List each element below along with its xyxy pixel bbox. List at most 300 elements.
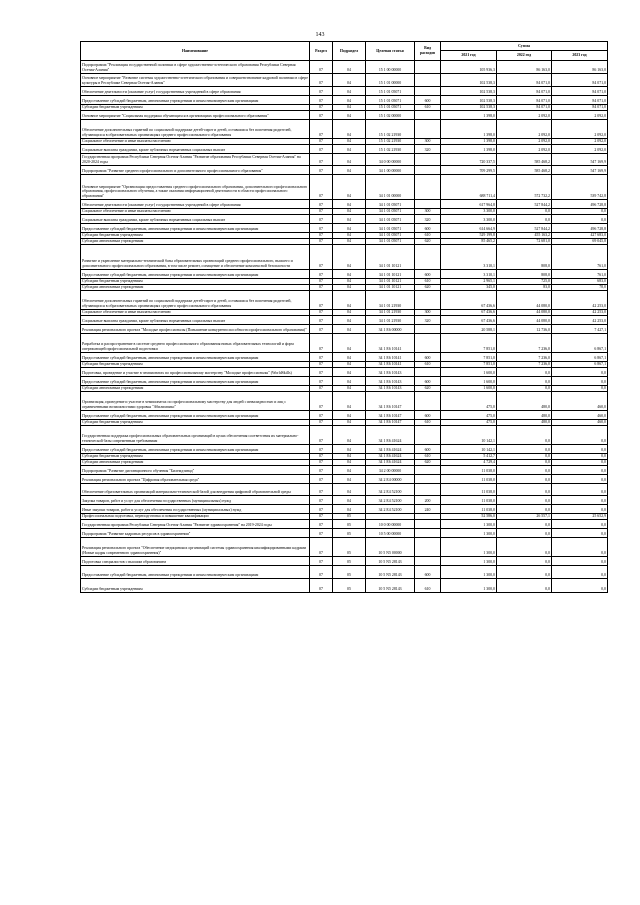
target-article-cell: 10 5 N5 00000 — [366, 538, 415, 557]
expense-type-cell: 610 — [415, 279, 441, 285]
amount-2023-cell: 2 092,0 — [552, 145, 608, 154]
subsection-cell: 04 — [333, 316, 366, 325]
subsection-cell: 04 — [333, 175, 366, 200]
section-cell: 07 — [310, 505, 333, 514]
subsection-cell: 05 — [333, 520, 366, 529]
section-cell: 07 — [310, 475, 333, 484]
table-row — [81, 120, 608, 139]
amount-2021-cell: 529 199,8 — [441, 233, 497, 239]
amount-2022-cell: 44 080,0 — [497, 291, 552, 310]
amount-2022-cell: 0,0 — [497, 538, 552, 557]
amount-2022-cell: 84 071,0 — [497, 87, 552, 96]
target-article-cell: 34 1 01 21930 — [366, 310, 415, 316]
expense-type-cell: 610 — [415, 579, 441, 593]
section-cell: 07 — [310, 105, 333, 111]
section-cell: 07 — [310, 368, 333, 377]
subsection-cell: 04 — [333, 279, 366, 285]
subsection-cell: 04 — [333, 334, 366, 353]
section-cell: 07 — [310, 411, 333, 420]
expense-type-cell — [415, 154, 441, 166]
table-row — [81, 377, 608, 386]
table-row — [81, 520, 608, 529]
amount-2022-cell: 0,0 — [497, 426, 552, 445]
table-row — [81, 74, 608, 87]
table-row — [81, 368, 608, 377]
expense-type-cell — [415, 529, 441, 538]
section-cell: 07 — [310, 270, 333, 279]
amount-2021-cell: 11 038,0 — [441, 484, 497, 496]
target-article-cell: 34 1 01 21930 — [366, 316, 415, 325]
amount-2022-cell: 0,0 — [497, 215, 552, 224]
amount-2023-cell: 0,0 — [552, 215, 608, 224]
amount-2022-cell: 0,0 — [497, 529, 552, 538]
target-article-cell: 10 5 00 00000 — [366, 529, 415, 538]
row-name-cell: Субсидии бюджетным учреждениям — [81, 420, 310, 426]
amount-2023-cell: 761,0 — [552, 270, 608, 279]
expense-type-cell — [415, 520, 441, 529]
amount-2023-cell: 460,0 — [552, 392, 608, 411]
row-name-cell: Подготовка специалистов с высшим образованием — [81, 557, 310, 566]
row-name-cell: Социальное обеспечение и иные выплаты населению — [81, 139, 310, 145]
expense-type-cell — [415, 392, 441, 411]
subsection-cell: 04 — [333, 233, 366, 239]
expense-type-cell: 320 — [415, 145, 441, 154]
target-article-cell: 34 1 E6 41624 — [366, 426, 415, 445]
table-row — [81, 87, 608, 96]
table-row — [81, 445, 608, 454]
target-article-cell: 10 5 N5 28143 — [366, 557, 415, 566]
subsection-cell: 04 — [333, 224, 366, 233]
expense-type-cell — [415, 466, 441, 475]
row-name-cell: Предоставление субсидий бюджетным, автономным учреждениям и иным некоммерческим организациям — [81, 377, 310, 386]
amount-2022-cell: 0,0 — [497, 377, 552, 386]
row-name-cell: Основное мероприятие "Развитие системы художественно-эстетического образования и совершенствование кадровой политики в сфере культуры в Республике Северная Осетия-Алания" — [81, 74, 310, 87]
expense-type-cell — [415, 61, 441, 74]
subsection-cell: 05 — [333, 514, 366, 520]
section-cell: 07 — [310, 392, 333, 411]
amount-2022-cell: 527 844,2 — [497, 224, 552, 233]
amount-2022-cell: 808,0 — [497, 245, 552, 270]
amount-2023-cell: 6 867,1 — [552, 334, 608, 353]
target-article-cell: 34 1 E6 10141 — [366, 362, 415, 368]
target-article-cell: 15 1 02 00000 — [366, 111, 415, 120]
target-article-cell: 34 1 01 05071 — [366, 224, 415, 233]
section-cell: 07 — [310, 291, 333, 310]
expense-type-cell — [415, 120, 441, 139]
row-name-cell: Предоставление субсидий бюджетным, автономным учреждениям и иным некоммерческим организациям — [81, 411, 310, 420]
row-name-cell: Закупка товаров, работ и услуг для обеспечения государственных (муниципальных) нужд — [81, 496, 310, 505]
amount-2023-cell: 0,0 — [552, 466, 608, 475]
table-row — [81, 496, 608, 505]
row-name-cell: Основное мероприятие "Организация предоставления среднего профессионального образования, дополнительного профессионального образования, профессионального обучения, а также оказания информационной деятельности в области профессионального образования" — [81, 175, 310, 200]
row-name-cell: Подпрограмма "Реализация государственной политики в сфере художественно-эстетического образования Республики Северная Осетия-Алания" — [81, 61, 310, 74]
amount-2021-cell: 67 436,6 — [441, 316, 497, 325]
section-cell: 07 — [310, 445, 333, 454]
amount-2021-cell: 1 600,0 — [441, 386, 497, 392]
amount-2022-cell: 0,0 — [497, 466, 552, 475]
amount-2021-cell: 11 038,0 — [441, 475, 497, 484]
expense-type-cell: 300 — [415, 209, 441, 215]
subsection-cell: 04 — [333, 475, 366, 484]
amount-2023-cell: 683,0 — [552, 279, 608, 285]
target-article-cell: 34 1 01 05071 — [366, 200, 415, 209]
budget-table-container — [80, 41, 607, 593]
subsection-cell: 04 — [333, 96, 366, 105]
row-name-cell: Социальные выплаты гражданам, кроме публичных нормативных социальных выплат — [81, 145, 310, 154]
subsection-cell: 04 — [333, 484, 366, 496]
amount-2022-cell: 480,0 — [497, 392, 552, 411]
row-name-cell: Предоставление субсидий бюджетным, автономным учреждениям и иным некоммерческим организациям — [81, 96, 310, 105]
target-article-cell: 15 1 01 00000 — [366, 74, 415, 87]
amount-2022-cell: 2 092,0 — [497, 139, 552, 145]
row-name-cell: Обеспечение деятельности (оказание услуг) государственных учреждений в сфере образования — [81, 87, 310, 96]
amount-2021-cell: 102 538,3 — [441, 87, 497, 96]
expense-type-cell — [415, 166, 441, 175]
target-article-cell: 34 2 E4 00000 — [366, 475, 415, 484]
subsection-cell: 04 — [333, 200, 366, 209]
table-row — [81, 96, 608, 105]
amount-2022-cell: 0,0 — [497, 209, 552, 215]
amount-2023-cell: 547 169,9 — [552, 166, 608, 175]
target-article-cell: 34 2 E4 52100 — [366, 484, 415, 496]
target-article-cell: 34 1 01 21930 — [366, 291, 415, 310]
subsection-cell: 04 — [333, 505, 366, 514]
amount-2022-cell: 480,0 — [497, 420, 552, 426]
amount-2022-cell: 2 092,0 — [497, 111, 552, 120]
amount-2021-cell: 52 586,0 — [441, 514, 497, 520]
amount-2021-cell: 475,0 — [441, 392, 497, 411]
amount-2023-cell: 0,0 — [552, 484, 608, 496]
section-cell: 07 — [310, 529, 333, 538]
amount-2021-cell: 1 300,0 — [441, 566, 497, 579]
amount-2021-cell: 1 300,0 — [441, 557, 497, 566]
amount-2022-cell: 26 557,1 — [497, 514, 552, 520]
header-year-2023: 2023 год — [552, 51, 608, 61]
row-name-cell: Основное мероприятие "Социальная поддержка обучающихся в организациях профессионального образования" — [81, 111, 310, 120]
subsection-cell: 04 — [333, 111, 366, 120]
amount-2023-cell: 2 092,0 — [552, 111, 608, 120]
subsection-cell: 04 — [333, 310, 366, 316]
section-cell: 07 — [310, 579, 333, 593]
amount-2022-cell: 0,0 — [497, 460, 552, 466]
amount-2023-cell: 0,0 — [552, 377, 608, 386]
expense-type-cell — [415, 291, 441, 310]
section-cell: 07 — [310, 426, 333, 445]
expense-type-cell — [415, 538, 441, 557]
expense-type-cell: 600 — [415, 411, 441, 420]
subsection-cell: 04 — [333, 61, 366, 74]
expense-type-cell — [415, 87, 441, 96]
target-article-cell: 15 1 02 21930 — [366, 139, 415, 145]
row-name-cell: Субсидии автономным учреждениям — [81, 460, 310, 466]
section-cell: 07 — [310, 538, 333, 557]
target-article-cell: 34 1 E6 10141 — [366, 353, 415, 362]
table-row — [81, 270, 608, 279]
amount-2022-cell: 0,0 — [497, 484, 552, 496]
amount-2021-cell: 1 398,0 — [441, 120, 497, 139]
expense-type-cell: 610 — [415, 454, 441, 460]
subsection-cell: 04 — [333, 466, 366, 475]
table-row — [81, 224, 608, 233]
section-cell: 07 — [310, 557, 333, 566]
amount-2022-cell: 0,0 — [497, 475, 552, 484]
amount-2021-cell: 102 538,3 — [441, 96, 497, 105]
amount-2023-cell: 496 728,8 — [552, 200, 608, 209]
row-name-cell: Субсидии бюджетным учреждениям — [81, 454, 310, 460]
target-article-cell: 34 2 E4 52100 — [366, 505, 415, 514]
amount-2021-cell: 1 300,0 — [441, 529, 497, 538]
expense-type-cell — [415, 475, 441, 484]
amount-2021-cell: 102 538,3 — [441, 105, 497, 111]
amount-2023-cell: 547 169,9 — [552, 154, 608, 166]
section-cell: 07 — [310, 224, 333, 233]
section-cell: 07 — [310, 154, 333, 166]
expense-type-cell — [415, 484, 441, 496]
amount-2021-cell: 11 038,0 — [441, 496, 497, 505]
target-article-cell: 34 1 01 05071 — [366, 239, 415, 245]
subsection-cell: 04 — [333, 353, 366, 362]
amount-2023-cell: 0,0 — [552, 557, 608, 566]
amount-2023-cell: 78,0 — [552, 285, 608, 291]
table-row — [81, 566, 608, 579]
expense-type-cell — [415, 200, 441, 209]
amount-2023-cell: 2 092,0 — [552, 120, 608, 139]
amount-2022-cell: 12 736,0 — [497, 325, 552, 334]
section-cell: 07 — [310, 61, 333, 74]
section-cell: 07 — [310, 514, 333, 520]
row-name-cell: Социальные выплаты гражданам, кроме публичных нормативных социальных выплат — [81, 316, 310, 325]
amount-2022-cell: 7 236,0 — [497, 334, 552, 353]
amount-2021-cell: 7 851,0 — [441, 362, 497, 368]
section-cell: 07 — [310, 496, 333, 505]
expense-type-cell: 600 — [415, 224, 441, 233]
target-article-cell: 34 1 00 00000 — [366, 166, 415, 175]
header-subsection: Подраздел — [333, 42, 366, 61]
subsection-cell: 04 — [333, 368, 366, 377]
row-name-cell: Социальные выплаты гражданам, кроме публичных нормативных социальных выплат — [81, 215, 310, 224]
section-cell: 07 — [310, 377, 333, 386]
amount-2021-cell: 709 299,5 — [441, 166, 497, 175]
amount-2022-cell: 0,0 — [497, 520, 552, 529]
subsection-cell: 05 — [333, 529, 366, 538]
amount-2022-cell: 7 236,0 — [497, 353, 552, 362]
subsection-cell: 04 — [333, 209, 366, 215]
subsection-cell: 05 — [333, 566, 366, 579]
amount-2022-cell: 72 681,0 — [497, 239, 552, 245]
table-row — [81, 154, 608, 166]
target-article-cell: 15 1 01 05071 — [366, 96, 415, 105]
amount-2022-cell: 0,0 — [497, 557, 552, 566]
amount-2023-cell: 460,0 — [552, 411, 608, 420]
amount-2023-cell: 84 071,0 — [552, 74, 608, 87]
table-row — [81, 484, 608, 496]
amount-2023-cell: 460,0 — [552, 420, 608, 426]
subsection-cell: 04 — [333, 291, 366, 310]
amount-2023-cell: 0,0 — [552, 460, 608, 466]
target-article-cell: 34 1 01 05071 — [366, 209, 415, 215]
row-name-cell: Социальное обеспечение и иные выплаты населению — [81, 310, 310, 316]
amount-2022-cell: 572 732,2 — [497, 175, 552, 200]
section-cell: 07 — [310, 166, 333, 175]
section-cell: 07 — [310, 111, 333, 120]
expense-type-cell: 610 — [415, 362, 441, 368]
target-article-cell: 34 0 00 00000 — [366, 154, 415, 166]
subsection-cell: 04 — [333, 325, 366, 334]
amount-2022-cell: 585 468,2 — [497, 166, 552, 175]
amount-2021-cell: 1 300,0 — [441, 538, 497, 557]
expense-type-cell: 300 — [415, 310, 441, 316]
amount-2021-cell: 1 600,0 — [441, 368, 497, 377]
amount-2022-cell: 585 468,2 — [497, 154, 552, 166]
amount-2023-cell: 0,0 — [552, 505, 608, 514]
amount-2021-cell: 3 310,1 — [441, 270, 497, 279]
expense-type-cell: 600 — [415, 566, 441, 579]
table-row — [81, 215, 608, 224]
subsection-cell: 04 — [333, 245, 366, 270]
section-cell: 07 — [310, 139, 333, 145]
row-name-cell: Разработка и распространение в системе среднего профессионального образования новых образовательных технологий и форм опережающей профессиональной подготовки — [81, 334, 310, 353]
table-row — [81, 325, 608, 334]
header-expense-type: Вид расходов — [415, 42, 441, 61]
amount-2023-cell: 7 427,1 — [552, 325, 608, 334]
amount-2023-cell: 6 867,1 — [552, 353, 608, 362]
target-article-cell: 34 1 01 00000 — [366, 175, 415, 200]
amount-2023-cell: 0,0 — [552, 368, 608, 377]
subsection-cell: 04 — [333, 154, 366, 166]
subsection-cell: 05 — [333, 538, 366, 557]
amount-2023-cell: 0,0 — [552, 529, 608, 538]
amount-2021-cell: 3 310,1 — [441, 245, 497, 270]
section-cell: 07 — [310, 96, 333, 105]
expense-type-cell: 610 — [415, 233, 441, 239]
amount-2021-cell: 720 337,5 — [441, 154, 497, 166]
amount-2022-cell: 44 080,0 — [497, 316, 552, 325]
table-row — [81, 466, 608, 475]
target-article-cell: 34 1 01 05071 — [366, 233, 415, 239]
expense-type-cell: 610 — [415, 420, 441, 426]
table-row — [81, 334, 608, 353]
row-name-cell: Предоставление субсидий бюджетным, автономным учреждениям и иным некоммерческим организациям — [81, 353, 310, 362]
amount-2023-cell: 0,0 — [552, 579, 608, 593]
subsection-cell: 05 — [333, 557, 366, 566]
row-name-cell: Предоставление субсидий бюджетным, автономным учреждениям и иным некоммерческим организациям — [81, 566, 310, 579]
target-article-cell: 34 1 E6 10147 — [366, 392, 415, 411]
expense-type-cell: 600 — [415, 377, 441, 386]
section-cell: 07 — [310, 420, 333, 426]
expense-type-cell — [415, 325, 441, 334]
amount-2022-cell: 808,0 — [497, 270, 552, 279]
table-header — [81, 42, 608, 61]
amount-2023-cell: 84 071,0 — [552, 87, 608, 96]
amount-2023-cell: 0,0 — [552, 496, 608, 505]
table-row — [81, 392, 608, 411]
target-article-cell: 10 5 N5 28143 — [366, 566, 415, 579]
amount-2022-cell: 725,0 — [497, 279, 552, 285]
subsection-cell: 04 — [333, 420, 366, 426]
section-cell: 07 — [310, 215, 333, 224]
amount-2023-cell: 86 163,0 — [552, 61, 608, 74]
table-body — [81, 61, 608, 593]
section-cell: 07 — [310, 245, 333, 270]
subsection-cell: 04 — [333, 239, 366, 245]
section-cell: 07 — [310, 285, 333, 291]
subsection-cell: 04 — [333, 285, 366, 291]
amount-2023-cell: 2 092,0 — [552, 139, 608, 145]
section-cell: 07 — [310, 310, 333, 316]
header-year-2022: 2022 год — [497, 51, 552, 61]
amount-2022-cell: 0,0 — [497, 445, 552, 454]
target-article-cell: 15 1 02 21930 — [366, 145, 415, 154]
table-row — [81, 505, 608, 514]
target-article-cell: 15 1 01 05071 — [366, 105, 415, 111]
subsection-cell: 04 — [333, 426, 366, 445]
row-name-cell: Подготовка, проведение и участие в чемпионатах по профессиональному мастерству "Молодые профессионалы" (WorldSkills) — [81, 368, 310, 377]
section-cell: 07 — [310, 454, 333, 460]
amount-2021-cell: 1 600,0 — [441, 377, 497, 386]
expense-type-cell: 620 — [415, 239, 441, 245]
amount-2023-cell: 0,0 — [552, 445, 608, 454]
header-target: Целевая статья — [366, 42, 415, 61]
amount-2022-cell: 480,0 — [497, 411, 552, 420]
table-row — [81, 145, 608, 154]
row-name-cell: Обеспечение образовательных организаций материально-технической базой для внедрения цифровой образовательной среды — [81, 484, 310, 496]
section-cell: 07 — [310, 233, 333, 239]
amount-2021-cell: 4 729,4 — [441, 460, 497, 466]
table-row — [81, 538, 608, 557]
table-row — [81, 529, 608, 538]
row-name-cell: Субсидии бюджетным учреждениям — [81, 279, 310, 285]
header-year-2021: 2021 год — [441, 51, 497, 61]
amount-2022-cell: 83,0 — [497, 285, 552, 291]
row-name-cell: Профессиональная подготовка, переподготовка и повышение квалификации — [81, 514, 310, 520]
amount-2021-cell: 1 398,0 — [441, 139, 497, 145]
row-name-cell: Подпрограмма "Развитие дистанционного обучения "Билемдзинад" — [81, 466, 310, 475]
amount-2021-cell: 7 851,0 — [441, 334, 497, 353]
section-cell: 07 — [310, 334, 333, 353]
amount-2021-cell: 345,0 — [441, 285, 497, 291]
target-article-cell: 34 1 E6 41624 — [366, 454, 415, 460]
target-article-cell: 34 1 E6 10147 — [366, 420, 415, 426]
row-name-cell: Обеспечение дополнительных гарантий по социальной поддержке детей-сирот и детей, оставшихся без попечения родителей, обучающихся в образовательных организациях среднего профессионального образования — [81, 291, 310, 310]
subsection-cell: 04 — [333, 496, 366, 505]
target-article-cell: 34 1 E6 10147 — [366, 411, 415, 420]
subsection-cell: 04 — [333, 460, 366, 466]
expense-type-cell — [415, 74, 441, 87]
section-cell: 07 — [310, 239, 333, 245]
row-name-cell: Социальное обеспечение и иные выплаты населению — [81, 209, 310, 215]
expense-type-cell — [415, 245, 441, 270]
expense-type-cell — [415, 368, 441, 377]
amount-2021-cell: 105 936,3 — [441, 61, 497, 74]
amount-2022-cell: 0,0 — [497, 566, 552, 579]
amount-2023-cell: 42 253,0 — [552, 316, 608, 325]
subsection-cell: 04 — [333, 120, 366, 139]
row-name-cell: Обеспечение дополнительных гарантий по социальной поддержке детей-сирот и детей, оставшихся без попечения родителей, обучающихся в образовательных организациях среднего профессионального образования — [81, 120, 310, 139]
row-name-cell: Государственная поддержка профессиональных образовательных организаций в целях обеспечения соответствия их материально-технической базы современным требованиям — [81, 426, 310, 445]
row-name-cell: Организация, проведение и участие в чемпионатах по профессиональному мастерству для людей с инвалидностью и лиц с ограниченными возможностями здоровья "Абилимпикс" — [81, 392, 310, 411]
row-name-cell: Реализация регионального проекта "Молодые профессионалы (Повышение конкурентоспособности профессионального образования)" — [81, 325, 310, 334]
expense-type-cell: 600 — [415, 353, 441, 362]
target-article-cell: 34 1 E6 10143 — [366, 368, 415, 377]
row-name-cell: Государственная программа Республики Северная Осетия-Алания "Развитие здравоохранения" на 2019-2024 годы — [81, 520, 310, 529]
expense-type-cell: 620 — [415, 460, 441, 466]
section-cell: 07 — [310, 200, 333, 209]
section-cell: 07 — [310, 520, 333, 529]
amount-2023-cell: 84 071,0 — [552, 105, 608, 111]
section-cell: 07 — [310, 87, 333, 96]
amount-2022-cell: 0,0 — [497, 368, 552, 377]
amount-2021-cell: 67 436,6 — [441, 310, 497, 316]
